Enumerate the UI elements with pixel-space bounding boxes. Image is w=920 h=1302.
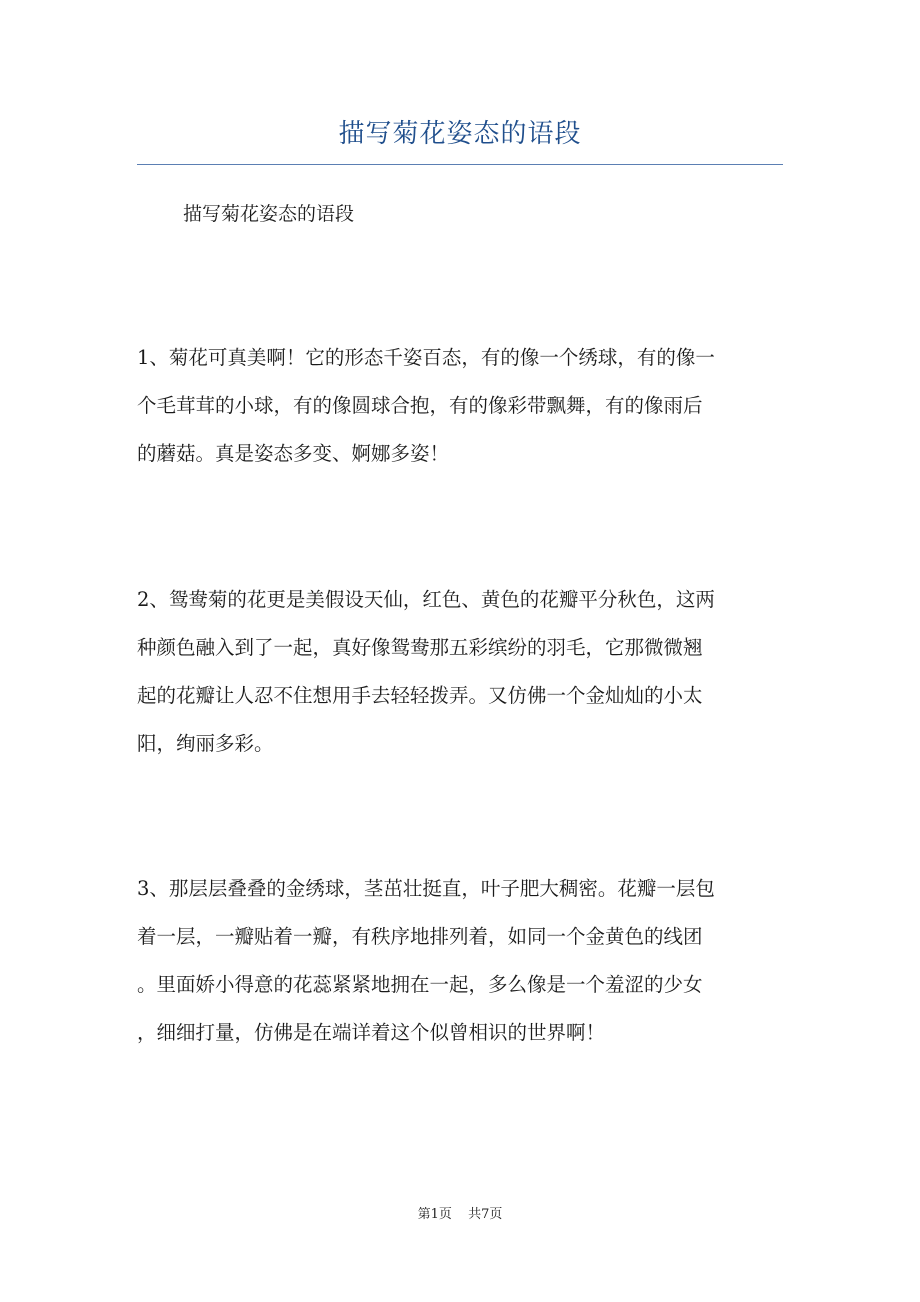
document-title: 描写菊花姿态的语段: [338, 119, 582, 149]
title-divider: [137, 164, 783, 165]
page-footer: [0, 1205, 920, 1225]
paragraph-line: 2、鸳鸯菊的花更是美假设天仙，红色、黄色的花瓣平分秋色，这两: [137, 588, 715, 611]
paragraph-line: 起的花瓣让人忍不住想用手去轻轻拨弄。又仿佛一个金灿灿的小太: [137, 684, 703, 707]
paragraph-line: 3、那层层叠叠的金绣球，茎茁壮挺直，叶子肥大稠密。花瓣一层包: [137, 877, 715, 900]
paragraph-2: [137, 576, 783, 768]
paragraph-3: [137, 865, 783, 1057]
page-total: 共7页: [468, 1207, 503, 1222]
paragraph-line: 着一层，一瓣贴着一瓣，有秩序地排列着，如同一个金黄色的线团: [137, 925, 703, 948]
paragraph-line: 。里面娇小得意的花蕊紧紧地拥在一起，多么像是一个羞涩的少女: [137, 973, 703, 996]
document-subtitle: 描写菊花姿态的语段: [183, 203, 355, 225]
paragraph-line: 阳，绚丽多彩。: [137, 732, 274, 755]
paragraph-1: [137, 334, 783, 478]
paragraph-line: 1、菊花可真美啊！它的形态千姿百态，有的像一个绣球，有的像一: [137, 346, 715, 369]
paragraph-line: 个毛茸茸的小球，有的像圆球合抱，有的像彩带飘舞，有的像雨后: [137, 394, 703, 417]
paragraph-line: 的蘑菇。真是姿态多变、婀娜多姿！: [137, 442, 450, 465]
page-number: 第1页: [417, 1207, 452, 1222]
paragraph-line: 种颜色融入到了一起，真好像鸳鸯那五彩缤纷的羽毛，它那微微翘: [137, 636, 703, 659]
paragraph-line: ，细细打量，仿佛是在端详着这个似曾相识的世界啊！: [137, 1021, 606, 1044]
